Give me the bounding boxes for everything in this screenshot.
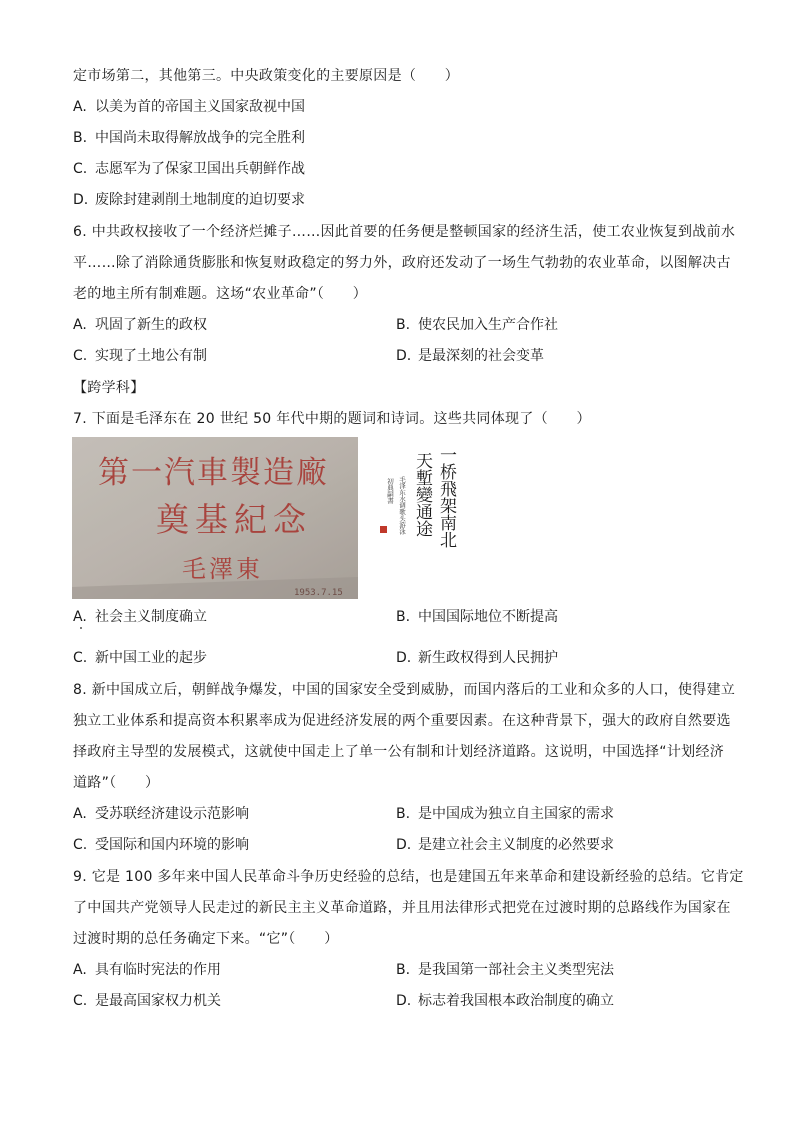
- q8-option-a[interactable]: A. 受苏联经济建设示范影响: [73, 806, 249, 822]
- poem-note-1: 毛泽东水调歌头游泳: [398, 476, 406, 535]
- q9-stem-line-1: 9. 它是 100 多年来中国人民革命斗争历史经验的总结，也是建国五年来革命和建设新经验的总结。它肯定: [73, 869, 744, 885]
- q6-option-d[interactable]: D. 是最深刻的社会变革: [396, 348, 544, 364]
- q9-stem-line-3: 过渡时期的总任务确定下来。“它”（ ）: [73, 931, 339, 947]
- q7-option-a[interactable]: A. 社会主义制度确立: [73, 609, 207, 625]
- calligraphy-poem: [368, 440, 460, 598]
- q6-stem-line-2: 平……除了消除通货膨胀和恢复财政稳定的努力外，政府还发动了一场生气勃勃的农业革命，以图解决古: [73, 255, 731, 271]
- q9-option-a[interactable]: A. 具有临时宪法的作用: [73, 962, 221, 978]
- q6-option-a[interactable]: A. 巩固了新生的政权: [73, 317, 207, 333]
- q5-option-d[interactable]: D. 废除封建剥削土地制度的迫切要求: [73, 192, 305, 208]
- inscription-signature: 毛澤東: [182, 555, 263, 583]
- q8-stem-line-2: 独立工业体系和提高资本积累率成为促进经济发展的两个重要因素。在这种背景下，强大的政府自然要选: [73, 713, 731, 729]
- q7-option-b[interactable]: B. 中国国际地位不断提高: [396, 609, 558, 625]
- q8-stem-line-4: 道路”（ ）: [73, 775, 160, 791]
- section-label: 【跨学科】: [73, 380, 145, 396]
- q6-stem-line-1: 6. 中共政权接收了一个经济烂摊子……因此首要的任务便是整顿国家的经济生活，使工农业恢复到战前水: [73, 224, 736, 240]
- q7-stem: 7. 下面是毛泽东在 20 世纪 50 年代中期的题词和诗词。这些共同体现了（ ）: [73, 411, 591, 427]
- q5-option-c[interactable]: C. 志愿军为了保家卫国出兵朝鲜作战: [73, 161, 305, 177]
- poem-column-2: 天塹變通途: [412, 452, 432, 537]
- q7-option-d[interactable]: D. 新生政权得到人民拥护: [396, 650, 558, 666]
- q5-option-b[interactable]: B. 中国尚未取得解放战争的完全胜利: [73, 130, 305, 146]
- q5-option-a[interactable]: A. 以美为首的帝国主义国家敌视中国: [73, 99, 305, 115]
- q6-option-c[interactable]: C. 实现了土地公有制: [73, 348, 207, 364]
- poem-column-1: 一桥飛架南北: [436, 446, 456, 548]
- q6-option-b[interactable]: B. 使农民加入生产合作社: [396, 317, 558, 333]
- stray-mark: [80, 627, 82, 629]
- inscription-date: 1953.7.15: [294, 588, 343, 598]
- q7-option-c[interactable]: C. 新中国工业的起步: [73, 650, 207, 666]
- q9-option-b[interactable]: B. 是我国第一部社会主义类型宪法: [396, 962, 614, 978]
- poem-note-2: 初典嗣書: [386, 478, 394, 504]
- q8-stem-line-1: 8. 新中国成立后，朝鲜战争爆发，中国的国家安全受到威胁，而国内落后的工业和众多的人口，使得建立: [73, 682, 736, 698]
- q8-option-c[interactable]: C. 受国际和国内环境的影响: [73, 837, 249, 853]
- q8-option-b[interactable]: B. 是中国成为独立自主国家的需求: [396, 806, 614, 822]
- q9-option-d[interactable]: D. 标志着我国根本政治制度的确立: [396, 993, 614, 1009]
- q9-stem-line-2: 了中国共产党领导人民走过的新民主主义革命道路，并且用法律形式把党在过渡时期的总路线作为国家在: [73, 900, 731, 916]
- inscription-line-2: 奠基紀念: [156, 500, 312, 539]
- inscription-line-1: 第一汽車製造廠: [98, 455, 329, 491]
- q9-option-c[interactable]: C. 是最高国家权力机关: [73, 993, 221, 1009]
- q6-stem-line-3: 老的地主所有制难题。这场“农业革命”（ ）: [73, 286, 368, 302]
- q5-stem: 定市场第二，其他第三。中央政策变化的主要原因是（ ）: [73, 68, 460, 84]
- inscription-photo: [72, 437, 358, 599]
- seal-stamp: [380, 526, 387, 533]
- q8-stem-line-3: 择政府主导型的发展模式，这就使中国走上了单一公有制和计划经济道路。这说明，中国选择“计划经济: [73, 744, 725, 760]
- q8-option-d[interactable]: D. 是建立社会主义制度的必然要求: [396, 837, 614, 853]
